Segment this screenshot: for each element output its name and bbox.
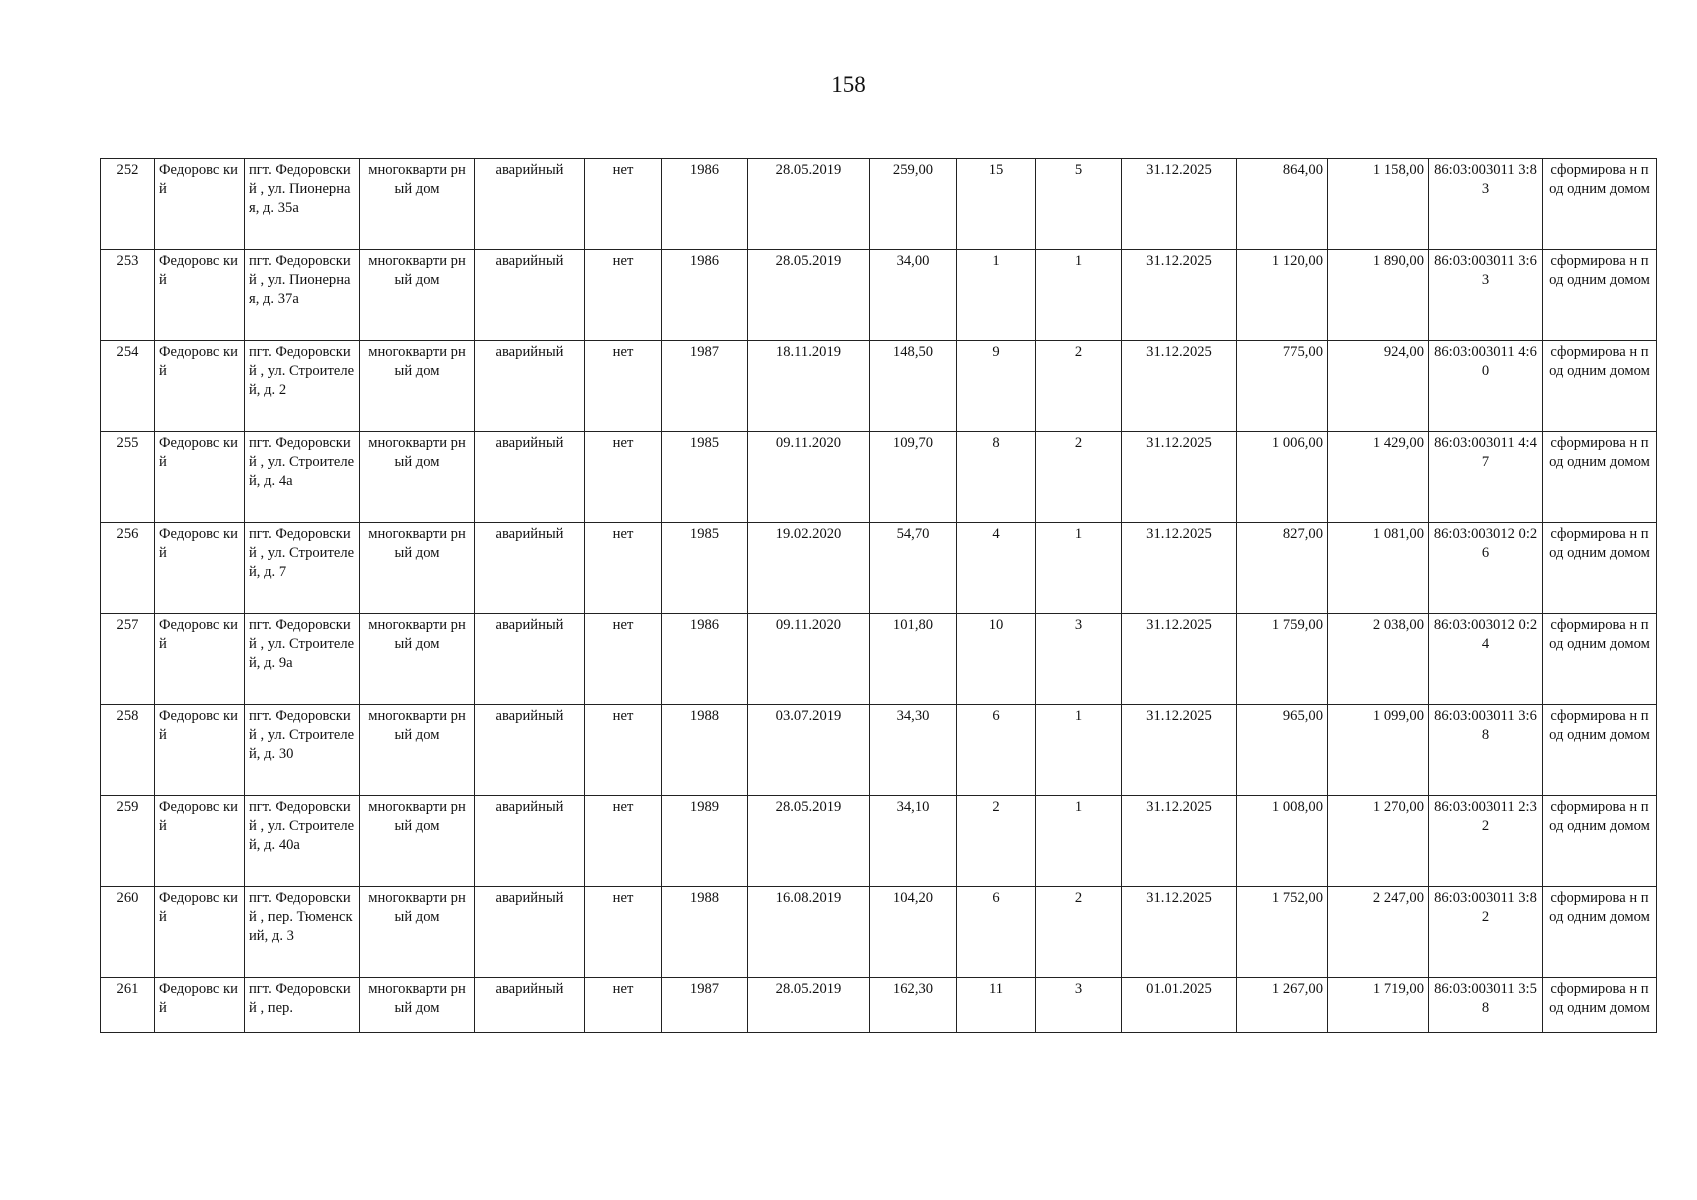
row-number: 255 xyxy=(101,432,155,523)
land-plot-cell: сформирова н под одним домом xyxy=(1543,978,1657,1033)
cost-1-cell: 827,00 xyxy=(1237,523,1328,614)
cadastral-number-cell: 86:03:003011 3:82 xyxy=(1429,887,1543,978)
table-row xyxy=(101,432,1657,523)
year-built-cell: 1986 xyxy=(662,159,748,250)
deadline-cell: 01.01.2025 xyxy=(1122,978,1237,1033)
deadline-cell: 31.12.2025 xyxy=(1122,250,1237,341)
cost-1-cell: 1 120,00 xyxy=(1237,250,1328,341)
condition-cell: аварийный xyxy=(475,250,585,341)
area-cell: 34,30 xyxy=(870,705,957,796)
district-cell: Федоровс кий xyxy=(155,614,245,705)
deadline-cell: 31.12.2025 xyxy=(1122,159,1237,250)
building-type-cell: многокварти рный дом xyxy=(360,250,475,341)
row-number: 260 xyxy=(101,887,155,978)
residents-cell: 1 xyxy=(957,250,1036,341)
area-cell: 101,80 xyxy=(870,614,957,705)
address-cell: пгт. Федоровский , ул. Строителей, д. 30 xyxy=(245,705,360,796)
flag-cell: нет xyxy=(585,432,662,523)
cadastral-number-cell: 86:03:003011 3:63 xyxy=(1429,250,1543,341)
building-type-cell: многокварти рный дом xyxy=(360,705,475,796)
row-number: 259 xyxy=(101,796,155,887)
cost-2-cell: 1 158,00 xyxy=(1328,159,1429,250)
premises-cell: 5 xyxy=(1036,159,1122,250)
district-cell: Федоровс кий xyxy=(155,523,245,614)
cost-2-cell: 2 247,00 xyxy=(1328,887,1429,978)
cost-2-cell: 1 719,00 xyxy=(1328,978,1429,1033)
residents-cell: 6 xyxy=(957,705,1036,796)
residents-cell: 2 xyxy=(957,796,1036,887)
table-row xyxy=(101,796,1657,887)
district-cell: Федоровс кий xyxy=(155,978,245,1033)
row-number: 261 xyxy=(101,978,155,1033)
flag-cell: нет xyxy=(585,796,662,887)
address-cell: пгт. Федоровский , ул. Строителей, д. 7 xyxy=(245,523,360,614)
flag-cell: нет xyxy=(585,887,662,978)
deadline-cell: 31.12.2025 xyxy=(1122,432,1237,523)
housing-registry-table xyxy=(100,158,1657,1033)
residents-cell: 15 xyxy=(957,159,1036,250)
land-plot-cell: сформирова н под одним домом xyxy=(1543,250,1657,341)
year-built-cell: 1985 xyxy=(662,523,748,614)
condition-cell: аварийный xyxy=(475,523,585,614)
land-plot-cell: сформирова н под одним домом xyxy=(1543,432,1657,523)
year-built-cell: 1989 xyxy=(662,796,748,887)
address-cell: пгт. Федоровский , ул. Строителей, д. 4а xyxy=(245,432,360,523)
flag-cell: нет xyxy=(585,978,662,1033)
district-cell: Федоровс кий xyxy=(155,341,245,432)
table-row xyxy=(101,523,1657,614)
area-cell: 34,00 xyxy=(870,250,957,341)
flag-cell: нет xyxy=(585,159,662,250)
land-plot-cell: сформирова н под одним домом xyxy=(1543,341,1657,432)
cadastral-number-cell: 86:03:003012 0:26 xyxy=(1429,523,1543,614)
emergency-date-cell: 28.05.2019 xyxy=(748,250,870,341)
district-cell: Федоровс кий xyxy=(155,159,245,250)
cost-2-cell: 924,00 xyxy=(1328,341,1429,432)
deadline-cell: 31.12.2025 xyxy=(1122,341,1237,432)
flag-cell: нет xyxy=(585,250,662,341)
cadastral-number-cell: 86:03:003012 0:24 xyxy=(1429,614,1543,705)
premises-cell: 1 xyxy=(1036,523,1122,614)
address-cell: пгт. Федоровский , ул. Пионерная, д. 35а xyxy=(245,159,360,250)
table-row xyxy=(101,614,1657,705)
emergency-date-cell: 28.05.2019 xyxy=(748,978,870,1033)
cadastral-number-cell: 86:03:003011 2:32 xyxy=(1429,796,1543,887)
emergency-date-cell: 18.11.2019 xyxy=(748,341,870,432)
cadastral-number-cell: 86:03:003011 3:83 xyxy=(1429,159,1543,250)
building-type-cell: многокварти рный дом xyxy=(360,614,475,705)
address-cell: пгт. Федоровский , ул. Пионерная, д. 37а xyxy=(245,250,360,341)
district-cell: Федоровс кий xyxy=(155,250,245,341)
condition-cell: аварийный xyxy=(475,432,585,523)
cost-2-cell: 1 270,00 xyxy=(1328,796,1429,887)
cost-1-cell: 1 759,00 xyxy=(1237,614,1328,705)
cadastral-number-cell: 86:03:003011 4:60 xyxy=(1429,341,1543,432)
land-plot-cell: сформирова н под одним домом xyxy=(1543,887,1657,978)
cost-1-cell: 965,00 xyxy=(1237,705,1328,796)
flag-cell: нет xyxy=(585,705,662,796)
cost-2-cell: 2 038,00 xyxy=(1328,614,1429,705)
flag-cell: нет xyxy=(585,523,662,614)
page-number: 158 xyxy=(831,72,866,97)
cadastral-number-cell: 86:03:003011 3:58 xyxy=(1429,978,1543,1033)
condition-cell: аварийный xyxy=(475,887,585,978)
emergency-date-cell: 28.05.2019 xyxy=(748,159,870,250)
cost-1-cell: 1 006,00 xyxy=(1237,432,1328,523)
deadline-cell: 31.12.2025 xyxy=(1122,887,1237,978)
condition-cell: аварийный xyxy=(475,978,585,1033)
table-row xyxy=(101,887,1657,978)
land-plot-cell: сформирова н под одним домом xyxy=(1543,796,1657,887)
premises-cell: 1 xyxy=(1036,705,1122,796)
address-cell: пгт. Федоровский , пер. Тюменский, д. 3 xyxy=(245,887,360,978)
area-cell: 259,00 xyxy=(870,159,957,250)
emergency-date-cell: 16.08.2019 xyxy=(748,887,870,978)
cost-2-cell: 1 099,00 xyxy=(1328,705,1429,796)
premises-cell: 1 xyxy=(1036,250,1122,341)
emergency-date-cell: 28.05.2019 xyxy=(748,796,870,887)
cost-1-cell: 864,00 xyxy=(1237,159,1328,250)
year-built-cell: 1987 xyxy=(662,978,748,1033)
district-cell: Федоровс кий xyxy=(155,705,245,796)
table-row xyxy=(101,705,1657,796)
building-type-cell: многокварти рный дом xyxy=(360,978,475,1033)
premises-cell: 2 xyxy=(1036,887,1122,978)
emergency-date-cell: 19.02.2020 xyxy=(748,523,870,614)
year-built-cell: 1986 xyxy=(662,250,748,341)
deadline-cell: 31.12.2025 xyxy=(1122,523,1237,614)
cost-1-cell: 1 008,00 xyxy=(1237,796,1328,887)
deadline-cell: 31.12.2025 xyxy=(1122,796,1237,887)
table-row xyxy=(101,341,1657,432)
address-cell: пгт. Федоровский , ул. Строителей, д. 40а xyxy=(245,796,360,887)
residents-cell: 11 xyxy=(957,978,1036,1033)
cost-1-cell: 1 752,00 xyxy=(1237,887,1328,978)
residents-cell: 8 xyxy=(957,432,1036,523)
year-built-cell: 1987 xyxy=(662,341,748,432)
condition-cell: аварийный xyxy=(475,614,585,705)
building-type-cell: многокварти рный дом xyxy=(360,887,475,978)
year-built-cell: 1988 xyxy=(662,887,748,978)
year-built-cell: 1985 xyxy=(662,432,748,523)
cost-1-cell: 1 267,00 xyxy=(1237,978,1328,1033)
emergency-date-cell: 03.07.2019 xyxy=(748,705,870,796)
cadastral-number-cell: 86:03:003011 3:68 xyxy=(1429,705,1543,796)
flag-cell: нет xyxy=(585,614,662,705)
row-number: 254 xyxy=(101,341,155,432)
premises-cell: 2 xyxy=(1036,432,1122,523)
deadline-cell: 31.12.2025 xyxy=(1122,705,1237,796)
row-number: 252 xyxy=(101,159,155,250)
building-type-cell: многокварти рный дом xyxy=(360,432,475,523)
area-cell: 54,70 xyxy=(870,523,957,614)
flag-cell: нет xyxy=(585,341,662,432)
district-cell: Федоровс кий xyxy=(155,887,245,978)
residents-cell: 9 xyxy=(957,341,1036,432)
area-cell: 109,70 xyxy=(870,432,957,523)
year-built-cell: 1988 xyxy=(662,705,748,796)
row-number: 258 xyxy=(101,705,155,796)
building-type-cell: многокварти рный дом xyxy=(360,341,475,432)
area-cell: 148,50 xyxy=(870,341,957,432)
area-cell: 162,30 xyxy=(870,978,957,1033)
land-plot-cell: сформирова н под одним домом xyxy=(1543,159,1657,250)
table-row xyxy=(101,159,1657,250)
emergency-date-cell: 09.11.2020 xyxy=(748,614,870,705)
condition-cell: аварийный xyxy=(475,341,585,432)
premises-cell: 3 xyxy=(1036,614,1122,705)
area-cell: 34,10 xyxy=(870,796,957,887)
row-number: 253 xyxy=(101,250,155,341)
table-row xyxy=(101,978,1657,1033)
land-plot-cell: сформирова н под одним домом xyxy=(1543,705,1657,796)
row-number: 256 xyxy=(101,523,155,614)
condition-cell: аварийный xyxy=(475,159,585,250)
district-cell: Федоровс кий xyxy=(155,796,245,887)
row-number: 257 xyxy=(101,614,155,705)
deadline-cell: 31.12.2025 xyxy=(1122,614,1237,705)
residents-cell: 10 xyxy=(957,614,1036,705)
table-row xyxy=(101,250,1657,341)
premises-cell: 2 xyxy=(1036,341,1122,432)
address-cell: пгт. Федоровский , ул. Строителей, д. 2 xyxy=(245,341,360,432)
cost-1-cell: 775,00 xyxy=(1237,341,1328,432)
condition-cell: аварийный xyxy=(475,796,585,887)
residents-cell: 4 xyxy=(957,523,1036,614)
emergency-date-cell: 09.11.2020 xyxy=(748,432,870,523)
address-cell: пгт. Федоровский , пер. xyxy=(245,978,360,1033)
residents-cell: 6 xyxy=(957,887,1036,978)
area-cell: 104,20 xyxy=(870,887,957,978)
district-cell: Федоровс кий xyxy=(155,432,245,523)
land-plot-cell: сформирова н под одним домом xyxy=(1543,523,1657,614)
land-plot-cell: сформирова н под одним домом xyxy=(1543,614,1657,705)
building-type-cell: многокварти рный дом xyxy=(360,796,475,887)
cost-2-cell: 1 429,00 xyxy=(1328,432,1429,523)
year-built-cell: 1986 xyxy=(662,614,748,705)
premises-cell: 3 xyxy=(1036,978,1122,1033)
cost-2-cell: 1 890,00 xyxy=(1328,250,1429,341)
building-type-cell: многокварти рный дом xyxy=(360,523,475,614)
premises-cell: 1 xyxy=(1036,796,1122,887)
cost-2-cell: 1 081,00 xyxy=(1328,523,1429,614)
building-type-cell: многокварти рный дом xyxy=(360,159,475,250)
address-cell: пгт. Федоровский , ул. Строителей, д. 9а xyxy=(245,614,360,705)
cadastral-number-cell: 86:03:003011 4:47 xyxy=(1429,432,1543,523)
condition-cell: аварийный xyxy=(475,705,585,796)
